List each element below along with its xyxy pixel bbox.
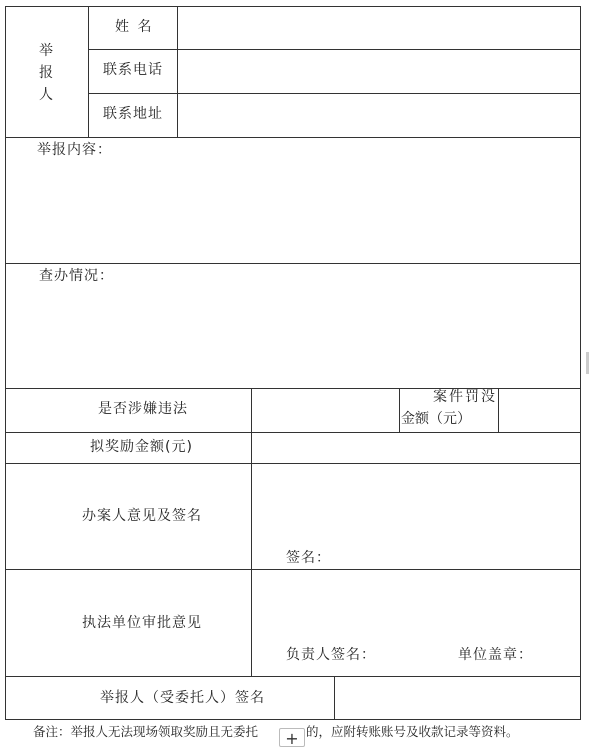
row-line-reporter-end (5, 137, 581, 138)
handler-opinion-field[interactable] (252, 464, 579, 544)
penalty-label-line1: 案件罚没 (433, 389, 497, 405)
report-content-label: 举报内容： (37, 142, 112, 158)
unit-seal-label: 单位盖章： (458, 647, 533, 663)
name-field[interactable] (179, 7, 579, 48)
note-text-left: 备注：举报人无法现场领取奖励且无委托 (33, 724, 259, 739)
row-line-content-end (5, 263, 581, 264)
report-content-field[interactable] (6, 160, 579, 262)
illegal-label: 是否涉嫌违法 (98, 401, 188, 417)
handler-opinion-label: 办案人意见及签名 (82, 508, 202, 524)
illegal-field[interactable] (252, 389, 398, 432)
note-text-right: 的，应附转账账号及收款记录等资料。 (306, 724, 519, 739)
reward-amount-field[interactable] (252, 433, 579, 463)
col-line-penalty-left (399, 388, 400, 433)
penalty-label-line2: 金额（元） (401, 411, 471, 427)
reporter-section-label: 举报人 (39, 43, 53, 103)
add-button[interactable]: + (279, 728, 305, 747)
reporter-label-divider (177, 6, 178, 138)
approval-field[interactable] (252, 570, 579, 642)
reward-amount-label: 拟奖励金额(元) (90, 439, 193, 455)
reporter-signature-label: 举报人（受委托人）签名 (100, 690, 265, 706)
penalty-amount-field[interactable] (499, 389, 579, 432)
reporter-signature-field[interactable] (335, 677, 579, 719)
name-label: 姓 名 (115, 19, 154, 35)
approval-label: 执法单位审批意见 (82, 615, 202, 631)
table-border-right (580, 6, 581, 720)
investigation-label: 查办情况： (39, 268, 114, 284)
responsible-signature-label: 负责人签名： (286, 647, 376, 663)
address-label: 联系地址 (103, 106, 163, 122)
reporter-divider (88, 6, 89, 138)
phone-label: 联系电话 (103, 62, 163, 78)
address-field[interactable] (179, 94, 579, 136)
phone-field[interactable] (179, 50, 579, 92)
table-border-bottom (5, 719, 581, 720)
handler-signature-label: 签名： (286, 550, 331, 566)
investigation-field[interactable] (6, 286, 579, 387)
note-line (33, 726, 589, 742)
